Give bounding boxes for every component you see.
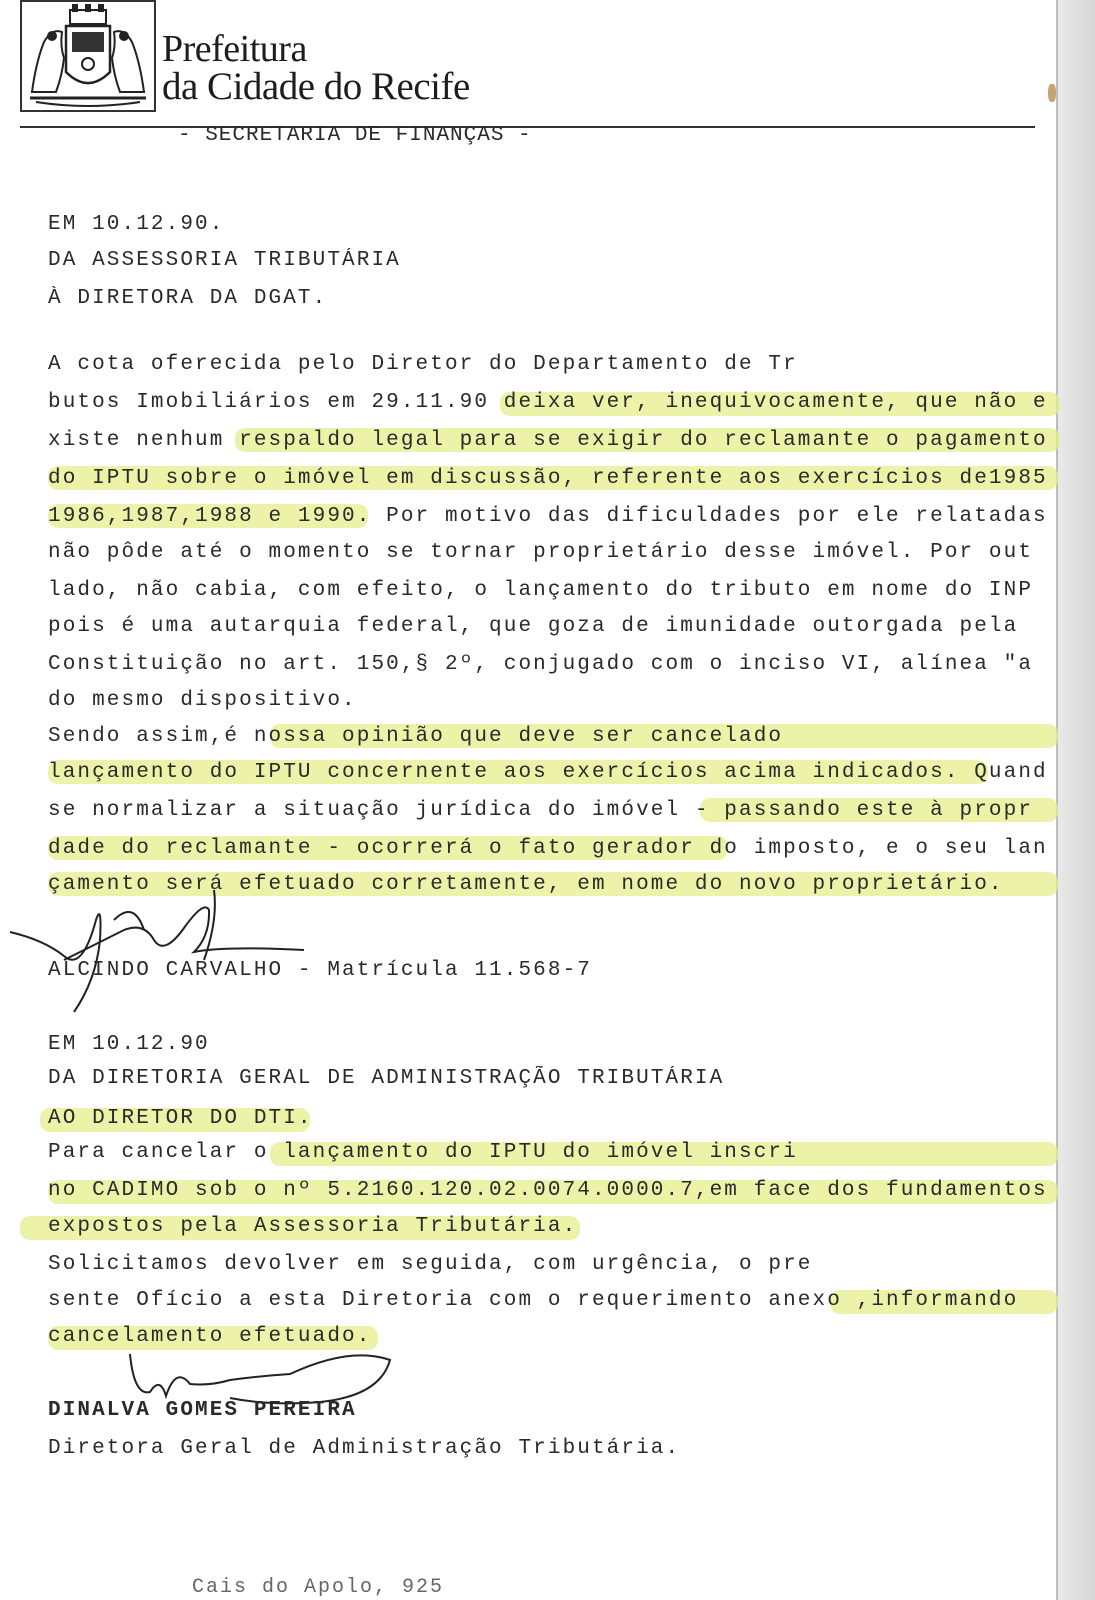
memo1-line: do mesmo dispositivo. [48, 689, 357, 712]
brand-title [162, 30, 470, 106]
memo2-line: cancelamento efetuado. [48, 1325, 372, 1348]
memo1-line: pois é uma autarquia federal, que goza de imunidade outorgada pela [48, 615, 1019, 638]
memo1-from: DA ASSESSORIA TRIBUTÁRIA [48, 249, 401, 272]
page-edge-line [1056, 0, 1058, 1600]
memo1-line: lançamento do IPTU concernente aos exercícios acima indicados. Quand [48, 761, 1048, 784]
memo2-line: no CADIMO sob o nº 5.2160.120.02.0074.0000.7,em face dos fundamentos [48, 1179, 1048, 1202]
stain-mark [1048, 84, 1056, 102]
memo1-line: Constituição no art. 150,§ 2º, conjugado com o inciso VI, alínea "a [48, 653, 1034, 676]
memo1-line: A cota oferecida pelo Diretor do Departamento de Tr [48, 353, 798, 376]
memo2-line: expostos pela Assessoria Tributária. [48, 1215, 578, 1238]
brand-line-1: Prefeitura [162, 28, 307, 70]
memo1-line: lado, não cabia, com efeito, o lançamento do tributo em nome do INP [48, 579, 1034, 602]
memo1-line: çamento será efetuado corretamente, em nome do novo proprietário. [48, 873, 1004, 896]
memo1-line: não pôde até o momento se tornar proprietário desse imóvel. Por out [48, 541, 1034, 564]
memo2-signatory-name: DINALVA GOMES PEREIRA [48, 1399, 357, 1422]
footer-address: Cais do Apolo, 925 [192, 1576, 445, 1599]
page-edge [1058, 0, 1095, 1600]
crest-icon [22, 2, 154, 110]
memo1-signatory: ALCINDO CARVALHO - Matrícula 11.568-7 [48, 959, 592, 982]
memo2-from: DA DIRETORIA GERAL DE ADMINISTRAÇÃO TRIBUTÁRIA [48, 1067, 725, 1090]
memo1-to: À DIRETORA DA DGAT. [48, 287, 328, 310]
memo1-line: xiste nenhum respaldo legal para se exigir do reclamante o pagamento [48, 429, 1048, 452]
memo1-line: butos Imobiliários em 29.11.90 deixa ver, inequivocamente, que não e [48, 391, 1048, 414]
memo2-line: sente Ofício a esta Diretoria com o requerimento anexo ,informando [48, 1289, 1019, 1312]
memo1-line: 1986,1987,1988 e 1990. Por motivo das dificuldades por ele relatadas [48, 505, 1048, 528]
memo1-date: EM 10.12.90. [48, 213, 225, 236]
city-crest [20, 0, 156, 112]
memo2-line: Solicitamos devolver em seguida, com urgência, o pre [48, 1253, 813, 1276]
brand-line-2: da Cidade do Recife [162, 65, 470, 108]
signature-alcindo [4, 880, 304, 1020]
memo1-line: Sendo assim,é nossa opinião que deve ser cancelado [48, 725, 784, 748]
memo2-signatory-title: Diretora Geral de Administração Tributária. [48, 1437, 681, 1460]
secretaria-heading: - SECRETARIA DE FINANÇAS - [178, 124, 532, 147]
memo1-line: do IPTU sobre o imóvel em discussão, referente aos exercícios de1985 [48, 467, 1048, 490]
memo2-date: EM 10.12.90 [48, 1033, 210, 1056]
memo2-to: AO DIRETOR DO DTI. [48, 1107, 313, 1130]
memo1-line: dade do reclamante - ocorrerá o fato gerador do imposto, e o seu lan [48, 837, 1048, 860]
memo1-line: se normalizar a situação jurídica do imóvel - passando este à propr [48, 799, 1034, 822]
memo2-line: Para cancelar o lançamento do IPTU do imóvel inscri [48, 1141, 798, 1164]
